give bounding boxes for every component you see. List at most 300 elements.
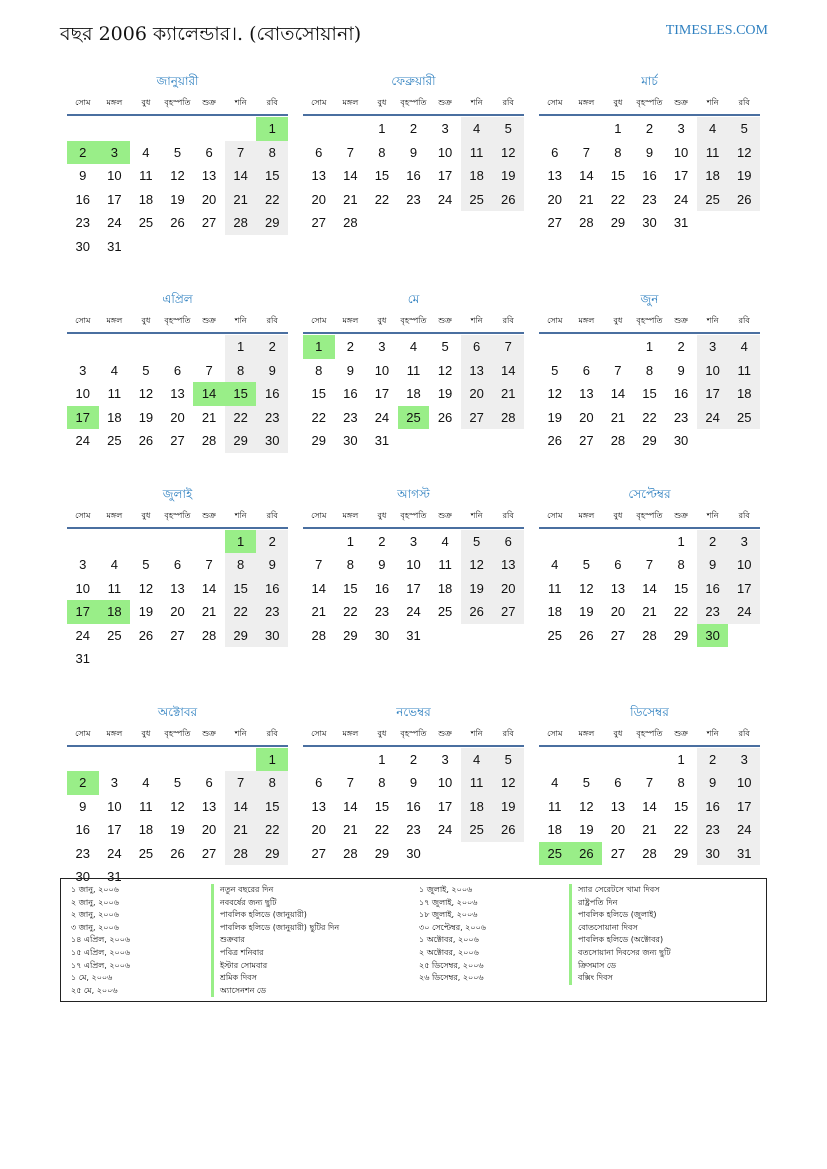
day-cell: 14 bbox=[642, 798, 657, 814]
day-cell: 28 bbox=[201, 627, 217, 643]
empty-cell bbox=[571, 748, 603, 772]
weekday-label: রবি bbox=[502, 728, 514, 738]
day-cell: 10 bbox=[437, 775, 453, 790]
day-cell: 24 bbox=[107, 215, 122, 230]
day-cell: 27 bbox=[170, 627, 185, 643]
weekday-label: শনি bbox=[470, 510, 483, 520]
weekday-label: সোম bbox=[311, 316, 327, 325]
month-title: জুন bbox=[640, 292, 659, 306]
day-cell: 23 bbox=[642, 191, 657, 207]
day-cell: 11 bbox=[139, 168, 153, 183]
weekday-label: রবি bbox=[266, 510, 278, 520]
day-cell: 3 bbox=[697, 335, 729, 359]
day-cell: 9 bbox=[256, 359, 288, 383]
day-cell: 15 bbox=[374, 168, 390, 183]
day-cell: 25 bbox=[138, 215, 154, 230]
weekday-label: সোম bbox=[547, 98, 563, 107]
day-cell: 5 bbox=[142, 557, 150, 572]
holiday-date: ২ জানু, ২০০৬ bbox=[71, 897, 119, 907]
day-cell: 13 bbox=[201, 168, 217, 183]
month-title: সেপ্টেম্বর bbox=[628, 486, 671, 501]
holiday-date: ৩০ সেপ্টেম্বর, ২০০৬ bbox=[419, 922, 486, 932]
weekday-label: শনি bbox=[234, 728, 247, 738]
weekday-label: বুধ bbox=[141, 510, 151, 520]
weekday-label: শনি bbox=[234, 510, 247, 520]
weekday-label: মঙ্গল bbox=[342, 728, 359, 738]
day-cell: 4 bbox=[110, 362, 118, 378]
page-title: বছর 2006 ক্যালেন্ডার।. (বোতসোয়ানা) bbox=[60, 23, 362, 45]
weekday-label: সোম bbox=[75, 316, 91, 325]
weekday-label: বুধ bbox=[613, 510, 623, 520]
months-grid bbox=[67, 70, 761, 889]
day-cell: 15 bbox=[642, 386, 657, 401]
holiday-name: পাবলিক হলিডে (জানুয়ারী) bbox=[211, 909, 339, 922]
empty-cell bbox=[225, 748, 257, 772]
day-cell: 25 bbox=[461, 188, 493, 212]
holiday-name: বতসোয়ানা দিবসের জন্য ছুটি bbox=[569, 947, 671, 960]
day-cell: 18 bbox=[138, 191, 154, 207]
day-cell: 7 bbox=[645, 775, 654, 790]
empty-cell bbox=[67, 748, 99, 772]
day-cell: 3 bbox=[409, 533, 418, 549]
weekday-label: বৃহস্পতি bbox=[636, 728, 663, 738]
day-cell: 19 bbox=[579, 604, 594, 619]
days-grid bbox=[303, 117, 524, 235]
month-11 bbox=[303, 701, 524, 889]
day-cell: 28 bbox=[579, 215, 594, 230]
day-cell: 4 bbox=[461, 748, 493, 772]
month-8 bbox=[303, 483, 524, 671]
day-cell: 2 bbox=[409, 121, 418, 136]
weekday-label: মঙ্গল bbox=[106, 728, 123, 738]
day-cell: 8 bbox=[256, 141, 288, 165]
day-cell: 25 bbox=[728, 406, 760, 430]
weekday-label: সোম bbox=[75, 728, 91, 738]
weekday-label: মঙ্গল bbox=[106, 510, 123, 520]
month-2 bbox=[303, 70, 524, 258]
day-cell: 16 bbox=[343, 386, 358, 401]
weekday-label: শনি bbox=[706, 316, 719, 325]
day-cell: 16 bbox=[374, 580, 390, 596]
day-cell: 4 bbox=[142, 144, 150, 160]
day-cell: 28 bbox=[343, 215, 358, 230]
holiday-name: ক্রিসমাস ডে bbox=[569, 960, 671, 973]
day-cell: 20 bbox=[170, 604, 185, 619]
empty-cell bbox=[130, 117, 162, 141]
day-cell: 13 bbox=[492, 553, 524, 577]
day-cell: 1 bbox=[225, 335, 257, 359]
weekday-label: শনি bbox=[470, 316, 483, 325]
holiday-date: ১৭ জুলাই, ২০০৬ bbox=[419, 897, 478, 907]
empty-cell bbox=[335, 748, 367, 772]
day-cell: 22 bbox=[256, 188, 288, 212]
day-cell: 2 bbox=[378, 533, 386, 549]
day-cell: 3 bbox=[441, 121, 449, 136]
weekday-label: শুক্র bbox=[202, 98, 216, 107]
day-cell: 31 bbox=[75, 651, 91, 666]
day-cell: 16 bbox=[256, 577, 288, 601]
day-cell: 13 bbox=[170, 580, 185, 596]
day-cell: 8 bbox=[346, 557, 354, 572]
day-cell: 5 bbox=[551, 362, 559, 378]
day-cell: 19 bbox=[138, 604, 154, 619]
holiday-day-cell: 3 bbox=[99, 141, 131, 165]
weekday-label: সোম bbox=[311, 728, 327, 738]
weekday-label: শুক্র bbox=[674, 728, 688, 738]
day-cell: 14 bbox=[610, 386, 626, 401]
day-cell: 26 bbox=[138, 433, 154, 448]
day-cell: 28 bbox=[311, 627, 327, 643]
empty-cell bbox=[99, 335, 131, 359]
empty-cell bbox=[130, 530, 162, 554]
holiday-date: ১ জুলাই, ২০০৬ bbox=[419, 885, 473, 894]
day-cell: 10 bbox=[406, 557, 421, 572]
day-cell: 3 bbox=[728, 748, 760, 772]
day-cell: 25 bbox=[437, 604, 453, 619]
day-cell: 22 bbox=[225, 600, 257, 624]
day-cell: 19 bbox=[461, 577, 493, 601]
month-title: অক্টোবর bbox=[157, 704, 198, 719]
day-cell: 18 bbox=[107, 409, 122, 425]
day-cell: 10 bbox=[673, 144, 689, 160]
day-cell: 11 bbox=[697, 141, 729, 165]
day-cell: 15 bbox=[225, 577, 257, 601]
day-cell: 9 bbox=[79, 168, 87, 183]
empty-cell bbox=[539, 748, 571, 772]
weekday-label: সোম bbox=[547, 728, 563, 738]
day-cell: 27 bbox=[492, 600, 524, 624]
holiday-date: ৩ জানু, ২০০৬ bbox=[71, 922, 119, 932]
day-cell: 2 bbox=[256, 530, 288, 554]
day-cell: 20 bbox=[610, 822, 626, 837]
day-cell: 12 bbox=[492, 771, 524, 795]
day-cell: 16 bbox=[697, 795, 729, 819]
empty-cell bbox=[602, 530, 634, 554]
empty-cell bbox=[335, 117, 367, 141]
day-cell: 21 bbox=[642, 822, 657, 837]
day-cell: 21 bbox=[642, 604, 657, 619]
day-cell: 28 bbox=[225, 211, 257, 235]
day-cell: 27 bbox=[461, 406, 493, 430]
holiday-date: ২ অক্টোবর, ২০০৬ bbox=[419, 947, 479, 957]
holiday-day-cell: 1 bbox=[256, 748, 288, 772]
day-cell: 14 bbox=[311, 580, 327, 596]
day-cell: 13 bbox=[311, 798, 327, 814]
day-cell: 6 bbox=[461, 335, 493, 359]
weekday-label: মঙ্গল bbox=[578, 510, 595, 520]
brand-link[interactable]: TIMESLES.COM bbox=[665, 23, 768, 38]
day-cell: 21 bbox=[225, 818, 257, 842]
weekday-label: বৃহস্পতি bbox=[636, 510, 663, 520]
weekday-label: বুধ bbox=[377, 510, 387, 520]
day-cell: 27 bbox=[610, 627, 626, 643]
day-cell: 14 bbox=[225, 795, 257, 819]
day-cell: 19 bbox=[170, 822, 185, 837]
day-cell: 17 bbox=[107, 822, 122, 837]
day-cell: 12 bbox=[547, 386, 563, 401]
day-cell: 27 bbox=[547, 215, 563, 230]
day-cell: 26 bbox=[492, 188, 524, 212]
day-cell: 14 bbox=[642, 580, 657, 596]
weekday-label: বুধ bbox=[141, 98, 151, 107]
day-cell: 23 bbox=[673, 409, 689, 425]
day-cell: 20 bbox=[201, 822, 217, 837]
day-cell: 11 bbox=[548, 580, 562, 596]
holiday-name: শ্রমিক দিবস bbox=[211, 972, 339, 985]
holiday-name: পবিত্র শনিবার bbox=[211, 947, 339, 960]
day-cell: 19 bbox=[492, 795, 524, 819]
day-cell: 4 bbox=[551, 557, 559, 572]
weekday-label: শুক্র bbox=[202, 316, 216, 325]
weekday-label: বৃহস্পতি bbox=[164, 98, 191, 107]
day-cell: 8 bbox=[614, 144, 622, 160]
day-cell: 29 bbox=[610, 215, 626, 230]
holiday-name: স্যার সেরেটসে খামা দিবস bbox=[569, 884, 671, 897]
day-cell: 27 bbox=[201, 215, 217, 230]
month-title: এপ্রিল bbox=[162, 292, 193, 306]
day-cell: 1 bbox=[346, 533, 354, 549]
day-cell: 12 bbox=[170, 168, 185, 183]
day-cell: 30 bbox=[256, 429, 288, 453]
day-cell: 17 bbox=[697, 382, 729, 406]
weekday-header bbox=[67, 505, 288, 529]
day-cell: 16 bbox=[697, 577, 729, 601]
day-cell: 7 bbox=[225, 141, 257, 165]
holiday-legend bbox=[60, 878, 767, 1002]
day-cell: 6 bbox=[315, 775, 323, 790]
empty-cell bbox=[303, 117, 335, 141]
day-cell: 15 bbox=[374, 798, 390, 814]
holiday-day-cell: 30 bbox=[697, 624, 729, 648]
day-cell: 10 bbox=[437, 144, 453, 160]
day-cell: 13 bbox=[547, 168, 563, 183]
days-grid bbox=[67, 117, 288, 258]
weekday-label: বুধ bbox=[377, 316, 387, 325]
day-cell: 22 bbox=[343, 604, 358, 619]
day-cell: 25 bbox=[697, 188, 729, 212]
day-cell: 20 bbox=[579, 409, 594, 425]
day-cell: 17 bbox=[728, 577, 760, 601]
weekday-header bbox=[539, 310, 760, 334]
day-cell: 8 bbox=[645, 362, 654, 378]
day-cell: 31 bbox=[673, 215, 689, 230]
day-cell: 17 bbox=[437, 798, 453, 814]
weekday-label: মঙ্গল bbox=[342, 510, 359, 520]
day-cell: 10 bbox=[107, 798, 122, 814]
day-cell: 19 bbox=[547, 409, 563, 425]
day-cell: 6 bbox=[173, 362, 182, 378]
day-cell: 26 bbox=[728, 188, 760, 212]
weekday-label: বৃহস্পতি bbox=[400, 316, 427, 325]
day-cell: 17 bbox=[406, 580, 421, 596]
empty-cell bbox=[571, 530, 603, 554]
weekday-label: বৃহস্পতি bbox=[636, 316, 663, 325]
day-cell: 5 bbox=[492, 117, 524, 141]
month-6 bbox=[539, 288, 760, 453]
day-cell: 7 bbox=[346, 775, 354, 790]
day-cell: 14 bbox=[225, 164, 257, 188]
empty-cell bbox=[162, 335, 194, 359]
day-cell: 26 bbox=[547, 433, 563, 448]
month-title: জানুয়ারী bbox=[156, 74, 199, 88]
day-cell: 16 bbox=[75, 191, 91, 207]
day-cell: 15 bbox=[343, 580, 358, 596]
holiday-name: নতুন বছরের দিন bbox=[211, 884, 339, 897]
day-cell: 7 bbox=[205, 557, 213, 572]
days-grid bbox=[539, 335, 760, 453]
day-cell: 22 bbox=[225, 406, 257, 430]
day-cell: 28 bbox=[492, 406, 524, 430]
day-cell: 21 bbox=[610, 409, 626, 425]
day-cell: 13 bbox=[201, 798, 217, 814]
holiday-name: পাবলিক হলিডে (জুলাই) bbox=[569, 909, 671, 922]
day-cell: 14 bbox=[201, 580, 217, 596]
day-cell: 16 bbox=[673, 386, 689, 401]
day-cell: 28 bbox=[343, 845, 358, 861]
day-cell: 10 bbox=[728, 553, 760, 577]
day-cell: 19 bbox=[728, 164, 760, 188]
day-cell: 19 bbox=[437, 386, 453, 401]
day-cell: 30 bbox=[673, 433, 689, 448]
holiday-day-cell: 18 bbox=[99, 600, 131, 624]
weekday-label: শুক্র bbox=[438, 98, 452, 107]
holiday-day-cell: 1 bbox=[225, 530, 257, 554]
day-cell: 6 bbox=[173, 557, 182, 572]
holiday-date: ১৫ এপ্রিল, ২০০৬ bbox=[71, 947, 131, 957]
day-cell: 27 bbox=[610, 845, 626, 861]
empty-cell bbox=[634, 748, 666, 772]
weekday-label: শুক্র bbox=[438, 316, 452, 325]
day-cell: 3 bbox=[378, 339, 386, 354]
month-7 bbox=[67, 483, 288, 671]
month-title: জুলাই bbox=[162, 486, 193, 501]
month-3 bbox=[539, 70, 760, 258]
day-cell: 18 bbox=[406, 386, 421, 401]
day-cell: 1 bbox=[378, 751, 386, 767]
day-cell: 8 bbox=[225, 553, 257, 577]
day-cell: 12 bbox=[579, 580, 594, 596]
holiday-date: ১ মে, ২০০৬ bbox=[71, 973, 113, 983]
days-grid bbox=[303, 530, 524, 648]
weekday-header bbox=[303, 92, 524, 116]
day-cell: 21 bbox=[492, 382, 524, 406]
day-cell: 30 bbox=[75, 869, 91, 884]
weekday-label: বৃহস্পতি bbox=[636, 98, 663, 107]
holiday-date: ২ জানু, ২০০৬ bbox=[71, 910, 119, 920]
day-cell: 12 bbox=[728, 141, 760, 165]
empty-cell bbox=[193, 748, 225, 772]
day-cell: 3 bbox=[677, 121, 685, 136]
days-grid bbox=[67, 530, 288, 671]
day-cell: 23 bbox=[256, 600, 288, 624]
empty-cell bbox=[193, 335, 225, 359]
weekday-label: রবি bbox=[266, 728, 278, 738]
weekday-label: রবি bbox=[266, 316, 278, 325]
day-cell: 23 bbox=[75, 215, 91, 230]
weekday-label: শুক্র bbox=[202, 510, 216, 520]
day-cell: 30 bbox=[343, 433, 358, 448]
weekday-label: মঙ্গল bbox=[578, 316, 595, 325]
day-cell: 29 bbox=[673, 845, 689, 861]
weekday-header bbox=[539, 505, 760, 529]
day-cell: 23 bbox=[256, 406, 288, 430]
day-cell: 27 bbox=[170, 433, 185, 448]
day-cell: 2 bbox=[256, 335, 288, 359]
weekday-label: শুক্র bbox=[438, 728, 452, 738]
holiday-date: ১৮ জুলাই, ২০০৬ bbox=[419, 910, 478, 920]
day-cell: 20 bbox=[610, 604, 626, 619]
day-cell: 11 bbox=[548, 798, 562, 814]
holiday-day-cell: 26 bbox=[571, 842, 603, 866]
holiday-date: ১৪ এপ্রিল, ২০০৬ bbox=[71, 935, 131, 945]
day-cell: 6 bbox=[614, 775, 622, 790]
days-grid bbox=[303, 335, 524, 453]
day-cell: 24 bbox=[75, 627, 91, 643]
day-cell: 24 bbox=[728, 600, 760, 624]
day-cell: 17 bbox=[728, 795, 760, 819]
day-cell: 21 bbox=[343, 191, 358, 207]
weekday-header bbox=[67, 723, 288, 747]
day-cell: 11 bbox=[461, 141, 493, 165]
month-title: আগস্ট bbox=[397, 486, 430, 501]
day-cell: 19 bbox=[170, 191, 185, 207]
day-cell: 16 bbox=[406, 168, 421, 183]
weekday-label: সোম bbox=[547, 510, 563, 520]
day-cell: 30 bbox=[75, 238, 91, 254]
day-cell: 21 bbox=[311, 604, 327, 619]
empty-cell bbox=[193, 117, 225, 141]
day-cell: 29 bbox=[256, 842, 288, 866]
month-title: নভেম্বর bbox=[396, 704, 431, 719]
day-cell: 13 bbox=[579, 386, 594, 401]
holiday-day-cell: 25 bbox=[539, 842, 571, 866]
day-cell: 24 bbox=[437, 191, 453, 207]
day-cell: 22 bbox=[610, 191, 626, 207]
day-cell: 9 bbox=[697, 553, 729, 577]
day-cell: 20 bbox=[461, 382, 493, 406]
empty-cell bbox=[67, 335, 99, 359]
day-cell: 8 bbox=[256, 771, 288, 795]
day-cell: 9 bbox=[645, 144, 654, 160]
month-9 bbox=[539, 483, 760, 671]
day-cell: 18 bbox=[728, 382, 760, 406]
day-cell: 11 bbox=[461, 771, 493, 795]
day-cell: 29 bbox=[642, 433, 657, 448]
month-title: ডিসেম্বর bbox=[630, 704, 669, 719]
day-cell: 2 bbox=[697, 748, 729, 772]
day-cell: 5 bbox=[582, 775, 590, 790]
day-cell: 24 bbox=[437, 822, 453, 837]
holiday-day-cell: 15 bbox=[225, 382, 257, 406]
weekday-header bbox=[539, 723, 760, 747]
day-cell: 22 bbox=[642, 409, 657, 425]
day-cell: 21 bbox=[579, 191, 594, 207]
day-cell: 16 bbox=[256, 382, 288, 406]
weekday-label: বুধ bbox=[613, 316, 623, 325]
holiday-day-cell: 1 bbox=[256, 117, 288, 141]
weekday-label: বুধ bbox=[613, 98, 623, 107]
day-cell: 1 bbox=[614, 121, 622, 136]
day-cell: 7 bbox=[645, 557, 654, 572]
day-cell: 4 bbox=[110, 557, 118, 572]
day-cell: 4 bbox=[551, 775, 559, 790]
day-cell: 7 bbox=[315, 557, 323, 572]
day-cell: 9 bbox=[409, 775, 418, 790]
day-cell: 17 bbox=[107, 191, 122, 207]
day-cell: 23 bbox=[406, 822, 421, 837]
day-cell: 21 bbox=[225, 188, 257, 212]
month-1 bbox=[67, 70, 288, 258]
